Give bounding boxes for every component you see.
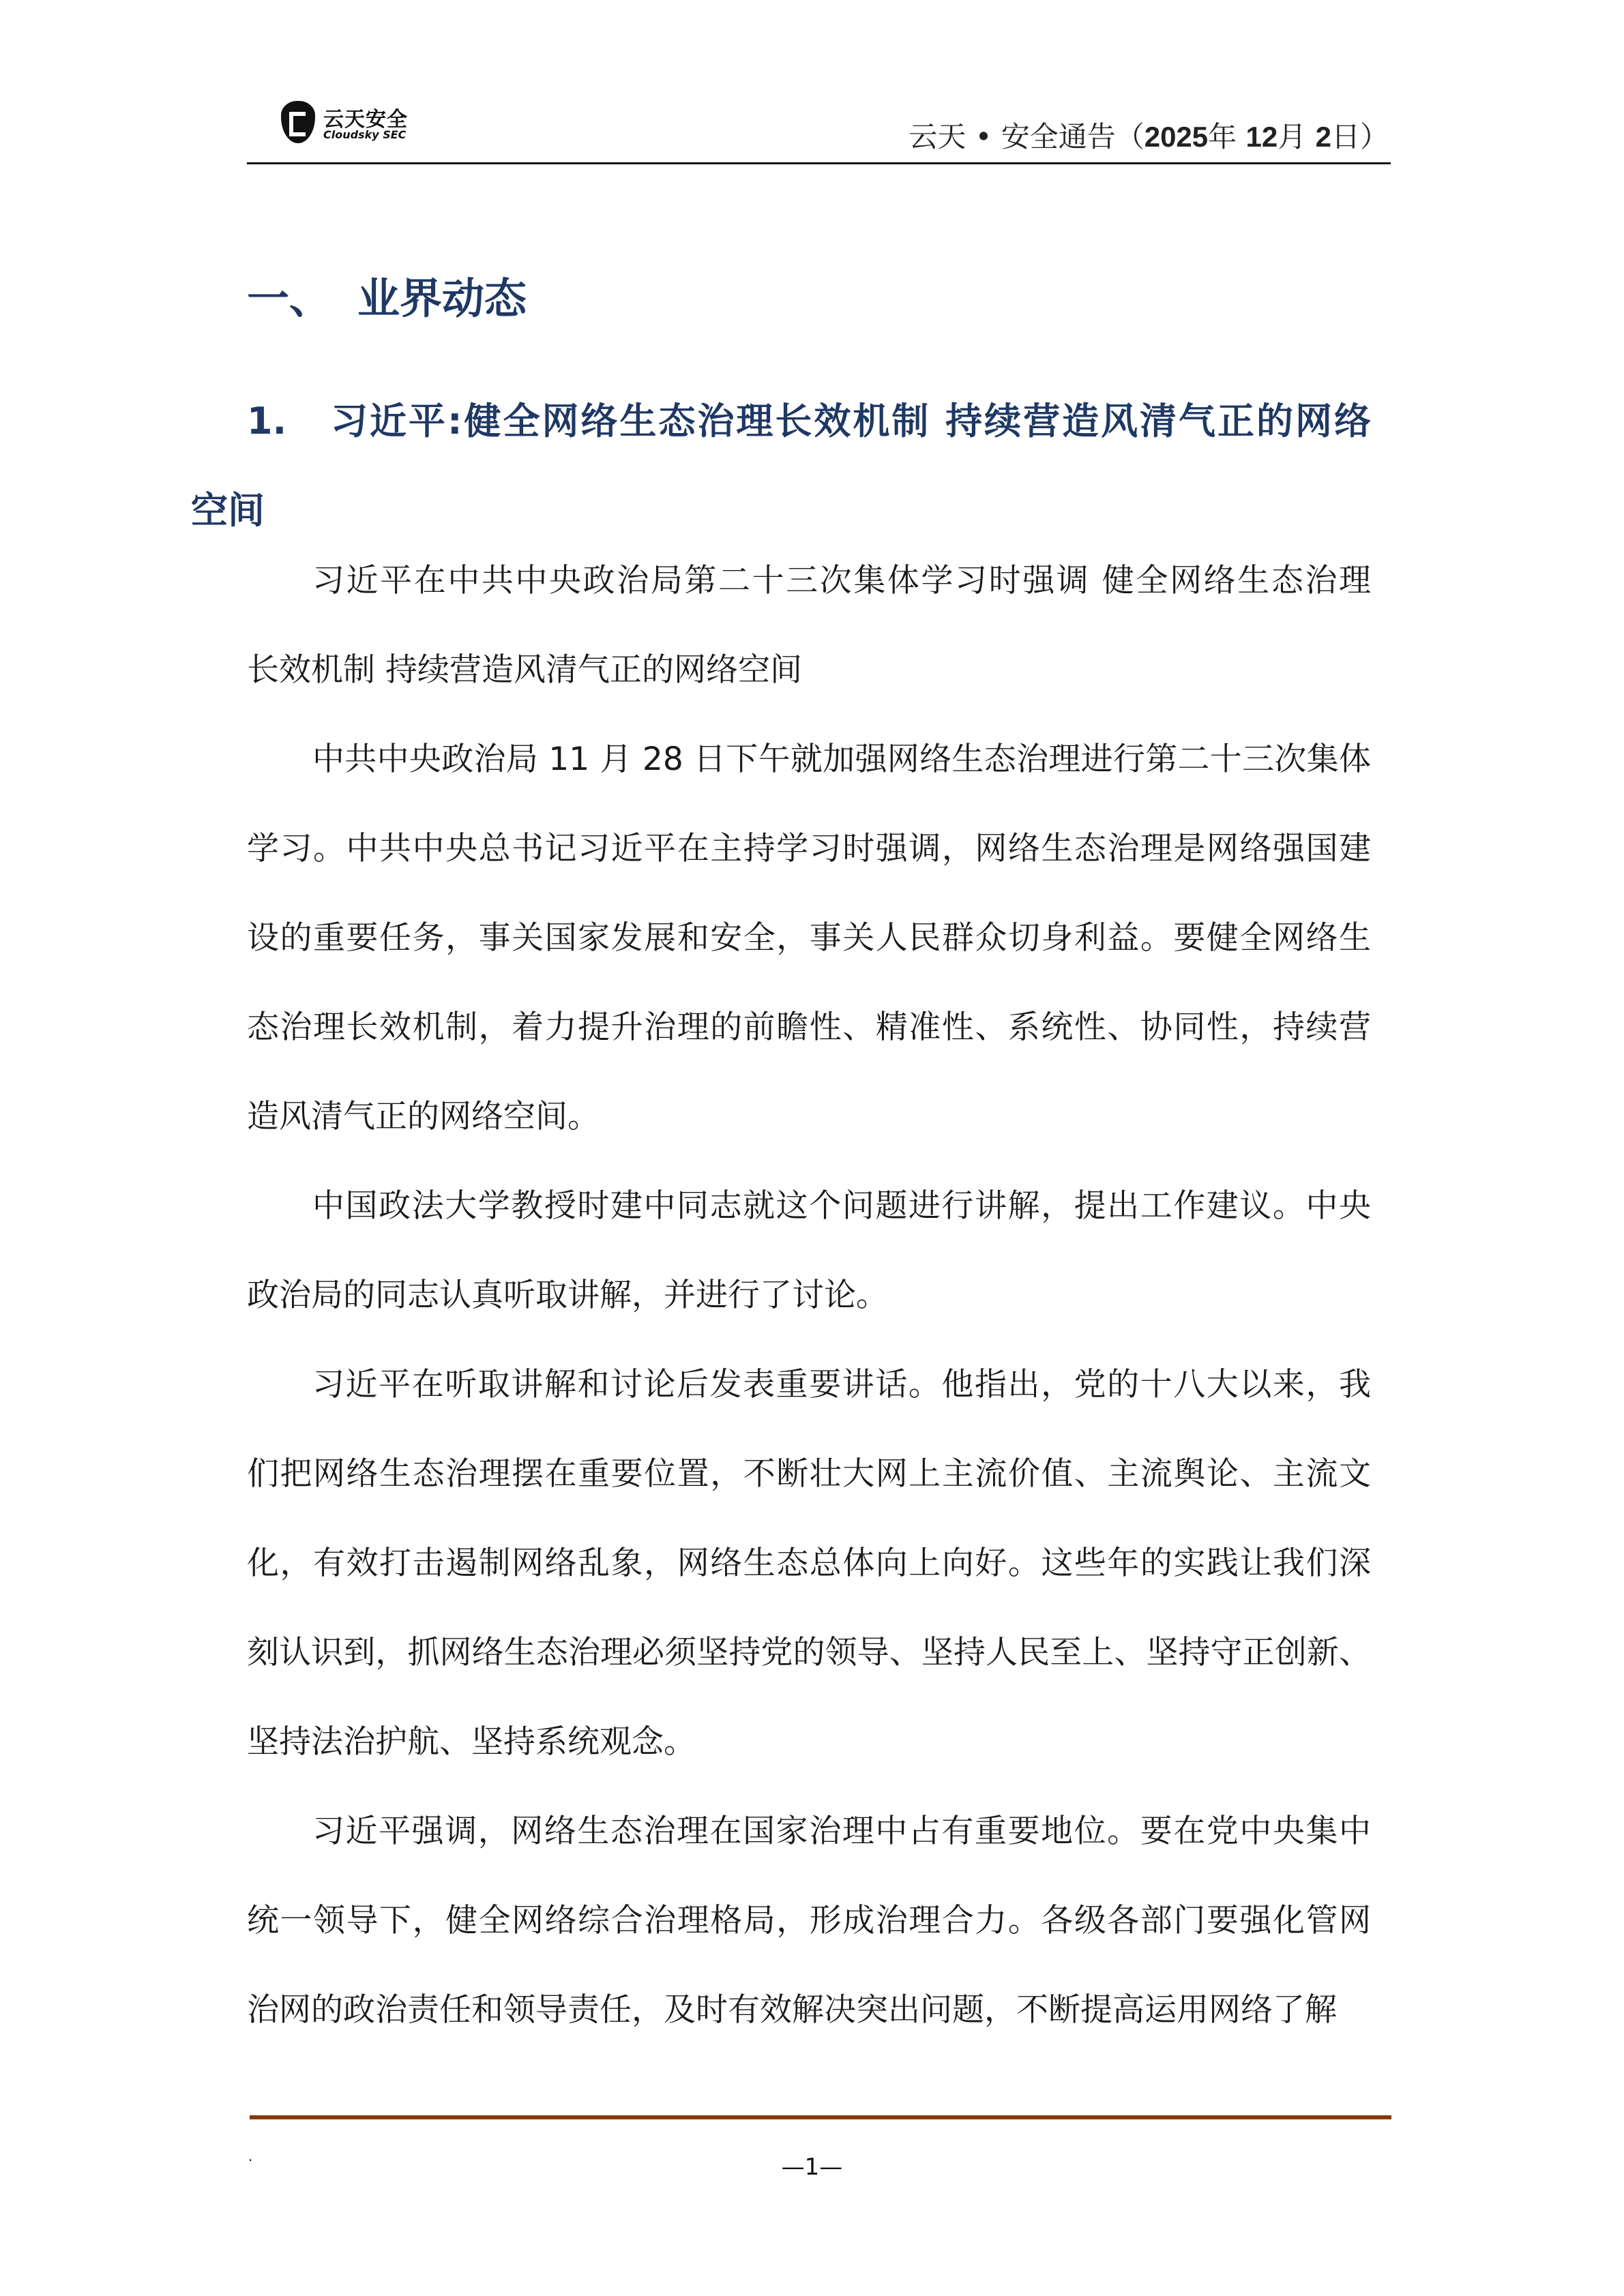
- shield-c-icon: [281, 101, 315, 143]
- paragraph-line: 习近平在听取讲解和讨论后发表重要讲话。他指出，党的十八大以来，我: [312, 1366, 1371, 1403]
- paragraph-line: 统一领导下，健全网络综合治理格局，形成治理合力。各级各部门要强化管网: [247, 1902, 1371, 1939]
- paragraph-line: 刻认识到，抓网络生态治理必须坚持党的领导、坚持人民至上、坚持守正创新、: [247, 1634, 1371, 1671]
- paragraph-line: 设的重要任务，事关国家发展和安全，事关人民群众切身利益。要健全网络生: [247, 919, 1371, 957]
- paragraph-line: 习近平在中共中央政治局第二十三次集体学习时强调 健全网络生态治理: [312, 562, 1371, 599]
- article-title-line1: [191, 376, 1371, 466]
- paragraph-line: 中国政法大学教授时建中同志就这个问题进行讲解，提出工作建议。中央: [312, 1187, 1371, 1225]
- paragraph-line: 态治理长效机制，着力提升治理的前瞻性、精准性、系统性、协同性，持续营: [247, 1009, 1371, 1046]
- article-title-text: 习近平:健全网络生态治理长效机制 持续营造风清气正的网络: [329, 400, 1371, 443]
- paragraph-line: 治网的政治责任和领导责任，及时有效解决突出问题，不断提高运用网络了解: [247, 1991, 1337, 2029]
- paragraph-line: 中共中央政治局 11 月 28 日下午就加强网络生态治理进行第二十三次集体: [312, 741, 1371, 778]
- section-title: 业界动态: [357, 273, 527, 323]
- footer-divider: [250, 2115, 1391, 2119]
- article-title-line2: 空间: [191, 489, 265, 532]
- article-body: [247, 536, 1371, 2055]
- header-year: 2025: [1144, 121, 1209, 153]
- header-day-unit: 日）: [1331, 120, 1389, 153]
- article-number: 1.: [247, 400, 287, 443]
- header-title: [909, 115, 1389, 155]
- section-heading: [247, 265, 527, 325]
- paragraph-line: 化，有效打击遏制网络乱象，网络生态总体向上向好。这些年的实践让我们深: [247, 1545, 1371, 1582]
- header-month-unit: 月: [1278, 120, 1307, 153]
- paragraph-line: 学习。中共中央总书记习近平在主持学习时强调，网络生态治理是网络强国建: [247, 830, 1371, 867]
- paragraph-line: 造风清气正的网络空间。: [247, 1098, 600, 1135]
- paragraph-line: 长效机制 持续营造风清气正的网络空间: [247, 651, 802, 689]
- header-year-unit: 年: [1208, 120, 1237, 153]
- paragraph-line: 坚持法治护航、坚持系统观念。: [247, 1723, 696, 1761]
- article-title: [191, 376, 1371, 555]
- header-prefix: 云天 • 安全通告（: [909, 120, 1145, 153]
- paragraph-line: 政治局的同志认真听取讲解，并进行了讨论。: [247, 1277, 888, 1314]
- logo-cn-text: 云天安全: [323, 108, 408, 132]
- logo-en-text: Cloudsky SEC: [323, 128, 407, 141]
- header-month: 12: [1245, 121, 1278, 153]
- section-number: 一、: [247, 273, 332, 323]
- paragraph-line: 习近平强调，网络生态治理在国家治理中占有重要地位。要在党中央集中: [312, 1813, 1371, 1850]
- header-divider: [247, 162, 1391, 164]
- header-day: 2: [1315, 121, 1331, 153]
- footer-dot: .: [248, 2148, 253, 2164]
- cloudsky-logo: [281, 101, 431, 149]
- page-number: —1—: [781, 2153, 843, 2181]
- paragraph-line: 们把网络生态治理摆在重要位置，不断壮大网上主流价值、主流舆论、主流文: [247, 1455, 1371, 1493]
